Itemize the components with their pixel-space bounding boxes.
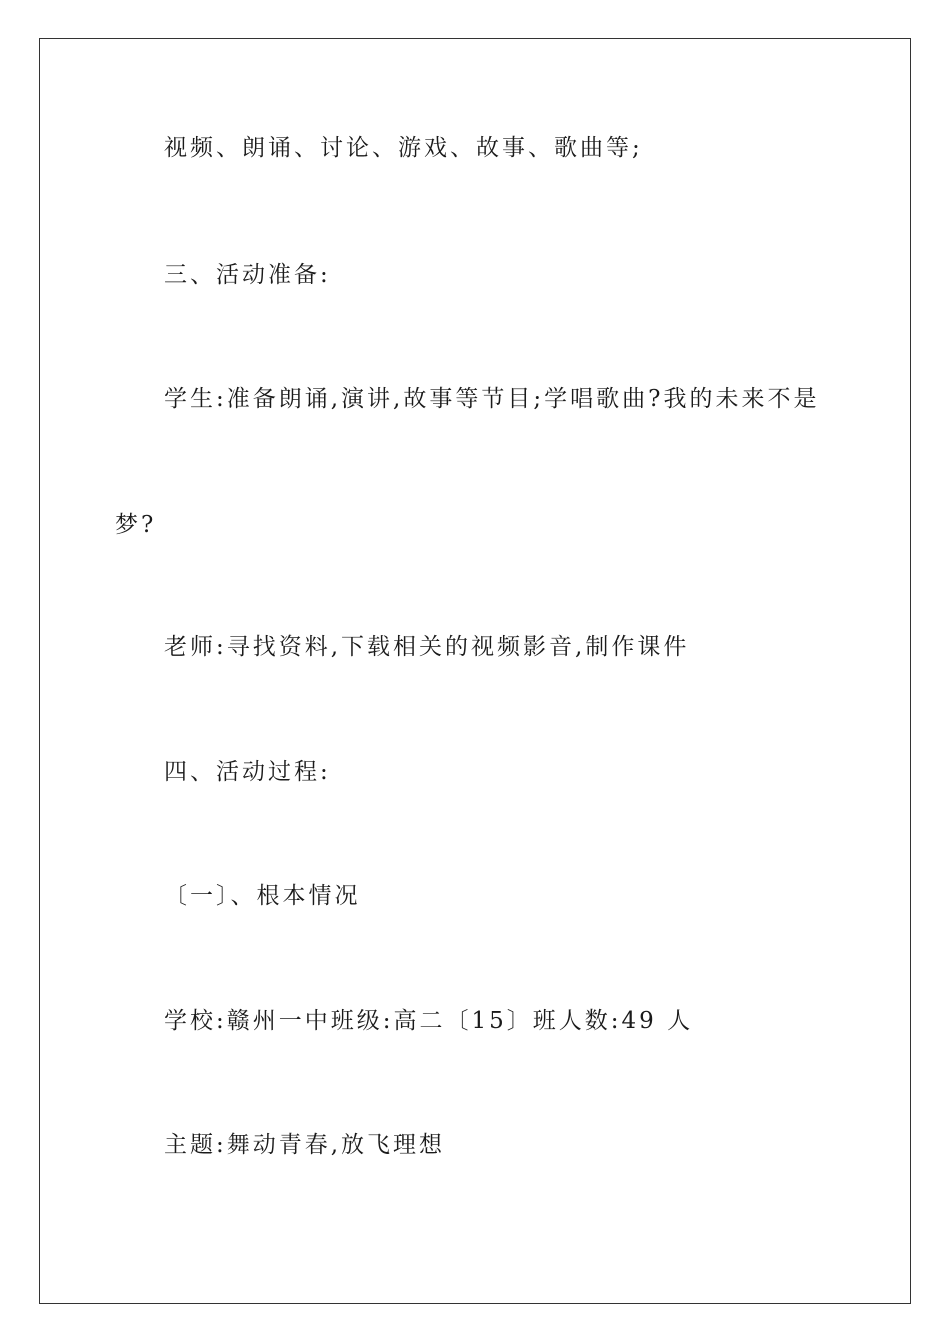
paragraph-teacher-preparation: 老师:寻找资料,下载相关的视频影音,制作课件 <box>164 634 690 660</box>
heading-activity-preparation: 三、活动准备: <box>164 262 331 288</box>
paragraph-theme: 主题:舞动青春,放飞理想 <box>164 1132 446 1158</box>
heading-activity-process: 四、活动过程: <box>164 759 331 785</box>
paragraph-student-preparation-continued: 梦? <box>115 512 157 538</box>
paragraph-methods: 视频、朗诵、讨论、游戏、故事、歌曲等; <box>164 135 643 161</box>
page-border <box>39 38 911 1304</box>
paragraph-student-preparation: 学生:准备朗诵,演讲,故事等节目;学唱歌曲?我的未来不是 <box>164 386 820 412</box>
paragraph-school-class-info: 学校:赣州一中班级:高二〔15〕班人数:49 人 <box>164 1008 694 1034</box>
subheading-basic-situation: 〔一〕、根本情况 <box>164 883 361 909</box>
